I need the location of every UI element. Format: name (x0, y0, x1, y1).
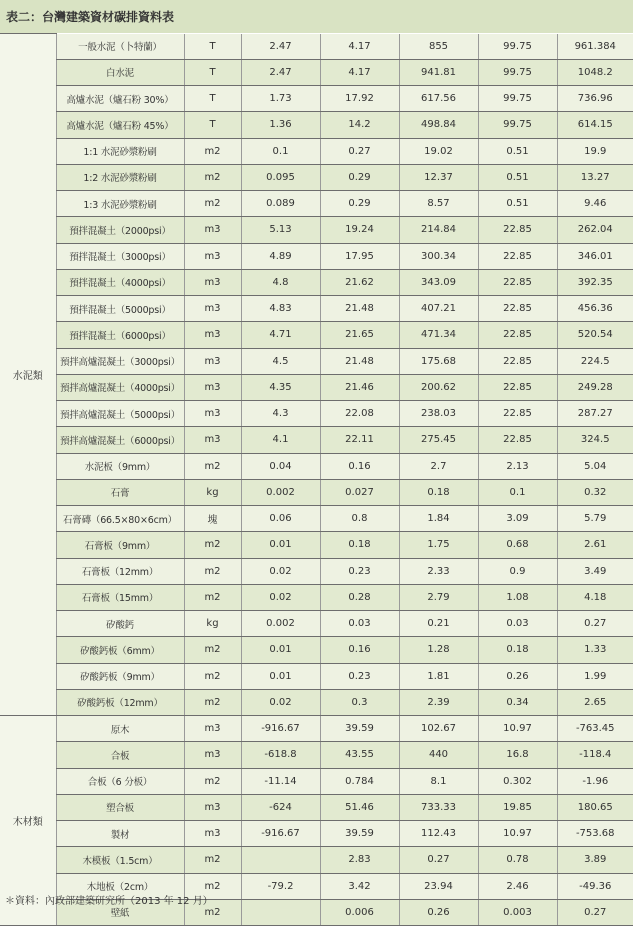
unit-cell: m2 (184, 191, 241, 217)
value-cell-2: 0.8 (320, 506, 399, 532)
value-cell-1: 0.095 (241, 164, 320, 190)
value-cell-4: 22.85 (478, 217, 557, 243)
value-cell-4: 0.9 (478, 558, 557, 584)
unit-cell: m3 (184, 348, 241, 374)
value-cell-2: 4.17 (320, 34, 399, 60)
material-name-cell: 預拌高爐混凝土（4000psi） (56, 374, 184, 400)
material-name-cell: 預拌混凝土（4000psi） (56, 269, 184, 295)
material-name-cell: 壁紙 (56, 899, 184, 925)
value-cell-2: 3.42 (320, 873, 399, 899)
value-cell-3: 471.34 (399, 322, 478, 348)
value-cell-3: 112.43 (399, 821, 478, 847)
value-cell-1: 0.02 (241, 689, 320, 715)
unit-cell: m3 (184, 716, 241, 742)
value-cell-4: 22.85 (478, 269, 557, 295)
table-row (0, 322, 633, 348)
value-cell-2: 0.23 (320, 558, 399, 584)
value-cell-3: 238.03 (399, 401, 478, 427)
value-cell-1: -624 (241, 794, 320, 820)
value-cell-3: 23.94 (399, 873, 478, 899)
table-row (0, 637, 633, 663)
unit-cell: m2 (184, 164, 241, 190)
unit-cell: m3 (184, 401, 241, 427)
value-cell-1: 4.1 (241, 427, 320, 453)
value-cell-2: 22.08 (320, 401, 399, 427)
value-cell-4: 2.46 (478, 873, 557, 899)
value-cell-2: 4.17 (320, 59, 399, 85)
unit-cell: m2 (184, 899, 241, 925)
value-cell-4: 3.09 (478, 506, 557, 532)
total-cell: 9.46 (557, 191, 633, 217)
value-cell-2: 17.95 (320, 243, 399, 269)
value-cell-1: -618.8 (241, 742, 320, 768)
value-cell-1 (241, 899, 320, 925)
material-name-cell: 矽酸鈣板（9mm） (56, 663, 184, 689)
value-cell-4: 99.75 (478, 34, 557, 60)
unit-cell: m3 (184, 794, 241, 820)
category-label: 木材類 (0, 716, 56, 926)
total-cell: 1048.2 (557, 59, 633, 85)
value-cell-3: 617.56 (399, 86, 478, 112)
material-name-cell: 白水泥 (56, 59, 184, 85)
total-cell: 0.27 (557, 611, 633, 637)
value-cell-4: 0.302 (478, 768, 557, 794)
unit-cell: m3 (184, 243, 241, 269)
value-cell-4: 99.75 (478, 112, 557, 138)
unit-cell: m3 (184, 322, 241, 348)
value-cell-1: 4.5 (241, 348, 320, 374)
table-row (0, 584, 633, 610)
value-cell-2: 0.18 (320, 532, 399, 558)
total-cell: 961.384 (557, 34, 633, 60)
value-cell-4: 0.51 (478, 164, 557, 190)
unit-cell: m2 (184, 689, 241, 715)
value-cell-4: 10.97 (478, 821, 557, 847)
value-cell-4: 0.18 (478, 637, 557, 663)
material-name-cell: 合板 (56, 742, 184, 768)
unit-cell: m3 (184, 742, 241, 768)
value-cell-4: 16.8 (478, 742, 557, 768)
total-cell: 5.04 (557, 453, 633, 479)
value-cell-2: 43.55 (320, 742, 399, 768)
unit-cell: m3 (184, 217, 241, 243)
value-cell-2: 0.23 (320, 663, 399, 689)
table-row (0, 34, 633, 60)
value-cell-2: 21.62 (320, 269, 399, 295)
value-cell-3: 1.75 (399, 532, 478, 558)
value-cell-1: 0.01 (241, 663, 320, 689)
total-cell: 1.99 (557, 663, 633, 689)
value-cell-2: 0.006 (320, 899, 399, 925)
value-cell-3: 1.84 (399, 506, 478, 532)
unit-cell: m3 (184, 374, 241, 400)
value-cell-1: 0.01 (241, 637, 320, 663)
table-row (0, 243, 633, 269)
value-cell-3: 2.79 (399, 584, 478, 610)
table-row (0, 611, 633, 637)
total-cell: 614.15 (557, 112, 633, 138)
value-cell-4: 22.85 (478, 401, 557, 427)
value-cell-1: 0.002 (241, 479, 320, 505)
material-name-cell: 原木 (56, 716, 184, 742)
unit-cell: m2 (184, 138, 241, 164)
value-cell-1 (241, 847, 320, 873)
value-cell-1: 2.47 (241, 59, 320, 85)
value-cell-2: 0.784 (320, 768, 399, 794)
total-cell: 4.18 (557, 584, 633, 610)
value-cell-2: 0.16 (320, 453, 399, 479)
total-cell: 3.49 (557, 558, 633, 584)
material-name-cell: 石膏板（12mm） (56, 558, 184, 584)
unit-cell: T (184, 86, 241, 112)
value-cell-3: 2.39 (399, 689, 478, 715)
value-cell-4: 10.97 (478, 716, 557, 742)
value-cell-1: 4.83 (241, 296, 320, 322)
value-cell-1: 4.89 (241, 243, 320, 269)
total-cell: 224.5 (557, 348, 633, 374)
unit-cell: m2 (184, 847, 241, 873)
table-row (0, 217, 633, 243)
source-footnote: ＊資料：內政部建築研究所（2013 年 12 月） (5, 896, 213, 907)
unit-cell: m3 (184, 821, 241, 847)
total-cell: 0.27 (557, 899, 633, 925)
value-cell-2: 22.11 (320, 427, 399, 453)
value-cell-4: 22.85 (478, 243, 557, 269)
value-cell-4: 0.51 (478, 138, 557, 164)
value-cell-1: 4.3 (241, 401, 320, 427)
category-label: 水泥類 (0, 34, 56, 716)
total-cell: 19.9 (557, 138, 633, 164)
material-name-cell: 1:1 水泥砂漿粉刷 (56, 138, 184, 164)
total-cell: 520.54 (557, 322, 633, 348)
unit-cell: T (184, 59, 241, 85)
material-name-cell: 預拌混凝土（5000psi） (56, 296, 184, 322)
value-cell-4: 99.75 (478, 59, 557, 85)
value-cell-3: 855 (399, 34, 478, 60)
value-cell-3: 0.18 (399, 479, 478, 505)
value-cell-3: 200.62 (399, 374, 478, 400)
material-name-cell: 1:3 水泥砂漿粉刷 (56, 191, 184, 217)
total-cell: 324.5 (557, 427, 633, 453)
value-cell-2: 0.3 (320, 689, 399, 715)
total-cell: 249.28 (557, 374, 633, 400)
value-cell-4: 0.78 (478, 847, 557, 873)
value-cell-4: 22.85 (478, 322, 557, 348)
value-cell-4: 99.75 (478, 86, 557, 112)
value-cell-2: 0.29 (320, 191, 399, 217)
material-name-cell: 木模板（1.5cm） (56, 847, 184, 873)
value-cell-1: 0.06 (241, 506, 320, 532)
value-cell-4: 1.08 (478, 584, 557, 610)
material-name-cell: 石膏板（9mm） (56, 532, 184, 558)
value-cell-4: 0.68 (478, 532, 557, 558)
value-cell-1: 4.8 (241, 269, 320, 295)
unit-cell: m2 (184, 768, 241, 794)
unit-cell: m2 (184, 873, 241, 899)
value-cell-4: 0.03 (478, 611, 557, 637)
unit-cell: m2 (184, 453, 241, 479)
table-row (0, 348, 633, 374)
value-cell-4: 2.13 (478, 453, 557, 479)
value-cell-1: 0.1 (241, 138, 320, 164)
table-row (0, 191, 633, 217)
material-name-cell: 製材 (56, 821, 184, 847)
material-name-cell: 預拌混凝土（6000psi） (56, 322, 184, 348)
value-cell-3: 941.81 (399, 59, 478, 85)
material-name-cell: 預拌高爐混凝土（6000psi） (56, 427, 184, 453)
value-cell-3: 733.33 (399, 794, 478, 820)
value-cell-2: 21.48 (320, 348, 399, 374)
value-cell-3: 407.21 (399, 296, 478, 322)
unit-cell: m2 (184, 558, 241, 584)
total-cell: -763.45 (557, 716, 633, 742)
value-cell-2: 2.83 (320, 847, 399, 873)
total-cell: 287.27 (557, 401, 633, 427)
table-row (0, 269, 633, 295)
total-cell: 346.01 (557, 243, 633, 269)
value-cell-2: 0.27 (320, 138, 399, 164)
unit-cell: kg (184, 611, 241, 637)
material-name-cell: 矽酸鈣板（6mm） (56, 637, 184, 663)
value-cell-1: 4.71 (241, 322, 320, 348)
material-name-cell: 合板（6 分板） (56, 768, 184, 794)
value-cell-2: 17.92 (320, 86, 399, 112)
material-name-cell: 石膏 (56, 479, 184, 505)
value-cell-2: 0.29 (320, 164, 399, 190)
value-cell-1: -79.2 (241, 873, 320, 899)
material-name-cell: 預拌高爐混凝土（5000psi） (56, 401, 184, 427)
table-row (0, 59, 633, 85)
total-cell: -753.68 (557, 821, 633, 847)
value-cell-4: 22.85 (478, 348, 557, 374)
unit-cell: kg (184, 479, 241, 505)
table-row (0, 742, 633, 768)
value-cell-2: 0.16 (320, 637, 399, 663)
table-row (0, 794, 633, 820)
value-cell-2: 51.46 (320, 794, 399, 820)
unit-cell: m2 (184, 584, 241, 610)
total-cell: 2.65 (557, 689, 633, 715)
value-cell-1: -916.67 (241, 821, 320, 847)
value-cell-4: 22.85 (478, 374, 557, 400)
table-row (0, 821, 633, 847)
total-cell: 0.32 (557, 479, 633, 505)
value-cell-1: 0.02 (241, 584, 320, 610)
table-row (0, 847, 633, 873)
value-cell-2: 0.027 (320, 479, 399, 505)
total-cell: -1.96 (557, 768, 633, 794)
value-cell-2: 14.2 (320, 112, 399, 138)
unit-cell: m2 (184, 532, 241, 558)
table-row (0, 401, 633, 427)
value-cell-1: 1.73 (241, 86, 320, 112)
value-cell-2: 21.65 (320, 322, 399, 348)
value-cell-1: -916.67 (241, 716, 320, 742)
value-cell-2: 21.46 (320, 374, 399, 400)
value-cell-1: 5.13 (241, 217, 320, 243)
unit-cell: T (184, 112, 241, 138)
material-name-cell: 預拌高爐混凝土（3000psi） (56, 348, 184, 374)
value-cell-3: 214.84 (399, 217, 478, 243)
total-cell: 456.36 (557, 296, 633, 322)
table-row (0, 663, 633, 689)
value-cell-3: 12.37 (399, 164, 478, 190)
value-cell-4: 0.26 (478, 663, 557, 689)
value-cell-1: 0.002 (241, 611, 320, 637)
table-row (0, 768, 633, 794)
total-cell: 3.89 (557, 847, 633, 873)
total-cell: 13.27 (557, 164, 633, 190)
value-cell-3: 440 (399, 742, 478, 768)
table-row (0, 479, 633, 505)
table-row (0, 164, 633, 190)
value-cell-2: 39.59 (320, 821, 399, 847)
total-cell: 736.96 (557, 86, 633, 112)
unit-cell: m3 (184, 427, 241, 453)
unit-cell: m2 (184, 637, 241, 663)
table-row (0, 506, 633, 532)
value-cell-2: 0.28 (320, 584, 399, 610)
total-cell: 2.61 (557, 532, 633, 558)
table-row (0, 86, 633, 112)
unit-cell: 塊 (184, 506, 241, 532)
value-cell-1: 0.04 (241, 453, 320, 479)
value-cell-3: 0.27 (399, 847, 478, 873)
material-name-cell: 塑合板 (56, 794, 184, 820)
material-name-cell: 矽酸鈣 (56, 611, 184, 637)
unit-cell: m2 (184, 663, 241, 689)
value-cell-3: 175.68 (399, 348, 478, 374)
table-row (0, 558, 633, 584)
value-cell-1: -11.14 (241, 768, 320, 794)
value-cell-3: 300.34 (399, 243, 478, 269)
value-cell-4: 22.85 (478, 427, 557, 453)
table-row (0, 453, 633, 479)
value-cell-3: 8.1 (399, 768, 478, 794)
unit-cell: T (184, 34, 241, 60)
value-cell-1: 0.089 (241, 191, 320, 217)
carbon-emission-table (0, 33, 633, 926)
total-cell: 180.65 (557, 794, 633, 820)
value-cell-3: 19.02 (399, 138, 478, 164)
total-cell: 262.04 (557, 217, 633, 243)
material-name-cell: 高爐水泥（爐石粉 45%） (56, 112, 184, 138)
value-cell-4: 0.1 (478, 479, 557, 505)
total-cell: 392.35 (557, 269, 633, 295)
value-cell-3: 343.09 (399, 269, 478, 295)
value-cell-1: 0.01 (241, 532, 320, 558)
material-name-cell: 石膏磚（66.5×80×6cm） (56, 506, 184, 532)
table-row (0, 296, 633, 322)
material-name-cell: 1:2 水泥砂漿粉刷 (56, 164, 184, 190)
unit-cell: m3 (184, 296, 241, 322)
value-cell-3: 498.84 (399, 112, 478, 138)
value-cell-4: 22.85 (478, 296, 557, 322)
table-title: 表二：台灣建築資材碳排資料表 (0, 0, 633, 33)
value-cell-3: 0.26 (399, 899, 478, 925)
table-row (0, 374, 633, 400)
value-cell-3: 8.57 (399, 191, 478, 217)
material-name-cell: 預拌混凝土（3000psi） (56, 243, 184, 269)
value-cell-1: 1.36 (241, 112, 320, 138)
value-cell-2: 39.59 (320, 716, 399, 742)
total-cell: 1.33 (557, 637, 633, 663)
value-cell-2: 0.03 (320, 611, 399, 637)
table-row (0, 532, 633, 558)
material-name-cell: 高爐水泥（爐石粉 30%） (56, 86, 184, 112)
value-cell-3: 1.81 (399, 663, 478, 689)
material-name-cell: 石膏板（15mm） (56, 584, 184, 610)
value-cell-4: 0.34 (478, 689, 557, 715)
value-cell-1: 2.47 (241, 34, 320, 60)
value-cell-3: 275.45 (399, 427, 478, 453)
table-row (0, 689, 633, 715)
value-cell-3: 1.28 (399, 637, 478, 663)
value-cell-4: 0.51 (478, 191, 557, 217)
unit-cell: m3 (184, 269, 241, 295)
value-cell-3: 2.33 (399, 558, 478, 584)
table-row (0, 427, 633, 453)
value-cell-3: 2.7 (399, 453, 478, 479)
material-name-cell: 矽酸鈣板（12mm） (56, 689, 184, 715)
table-row (0, 716, 633, 742)
total-cell: -49.36 (557, 873, 633, 899)
material-name-cell: 水泥板（9mm） (56, 453, 184, 479)
material-name-cell: 木地板（2cm） (56, 873, 184, 899)
value-cell-2: 21.48 (320, 296, 399, 322)
value-cell-3: 0.21 (399, 611, 478, 637)
value-cell-3: 102.67 (399, 716, 478, 742)
material-name-cell: 預拌混凝土（2000psi） (56, 217, 184, 243)
table-row (0, 112, 633, 138)
total-cell: 5.79 (557, 506, 633, 532)
material-name-cell: 一般水泥（卜特蘭） (56, 34, 184, 60)
total-cell: -118.4 (557, 742, 633, 768)
value-cell-4: 19.85 (478, 794, 557, 820)
value-cell-4: 0.003 (478, 899, 557, 925)
table-row (0, 138, 633, 164)
value-cell-2: 19.24 (320, 217, 399, 243)
value-cell-1: 0.02 (241, 558, 320, 584)
value-cell-1: 4.35 (241, 374, 320, 400)
